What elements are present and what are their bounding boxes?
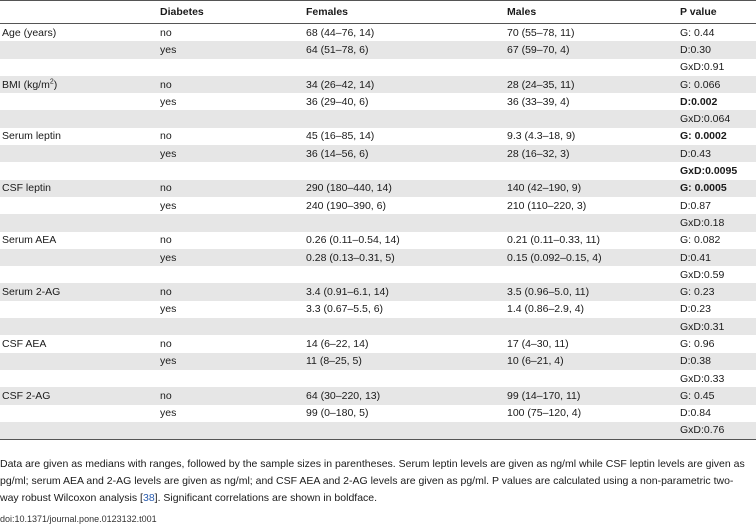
cell-females: 64 (30–220, 13) <box>306 389 381 402</box>
cell-females: 36 (14–56, 6) <box>306 147 369 160</box>
cell-females: 68 (44–76, 14) <box>306 26 375 39</box>
table-row <box>0 249 756 266</box>
table-row <box>0 128 756 145</box>
cell-p: G: 0.44 <box>680 26 715 39</box>
row-label <box>0 128 158 145</box>
table-row <box>0 197 756 214</box>
cell-diabetes: no <box>160 286 172 299</box>
row-label <box>0 370 158 387</box>
cell-diabetes: no <box>160 389 172 402</box>
cell-females <box>304 162 505 179</box>
table-row <box>0 335 756 352</box>
cell-females: 36 (29–40, 6) <box>306 95 369 108</box>
footnote-text-end: ]. Significant correlations are shown in boldface. <box>154 492 378 504</box>
table-body <box>0 24 756 440</box>
table-footnote <box>0 456 752 507</box>
header-females: Females <box>306 6 349 18</box>
row-label <box>0 405 158 422</box>
cell-females: 99 (0–180, 5) <box>306 407 369 420</box>
cell-females: 0.26 (0.11–0.54, 14) <box>306 234 400 247</box>
row-label <box>0 387 158 404</box>
table-row <box>0 59 756 76</box>
row-label <box>0 162 158 179</box>
cell-females: 290 (180–440, 14) <box>306 182 392 195</box>
cell-diabetes: yes <box>160 355 177 368</box>
row-label <box>0 266 158 283</box>
cell-diabetes <box>158 59 304 76</box>
table-row <box>0 76 756 93</box>
row-label <box>0 110 158 127</box>
cell-females: 3.4 (0.91–6.1, 14) <box>306 286 389 299</box>
cell-p: D:0.002 <box>680 95 718 108</box>
cell-females: 3.3 (0.67–5.5, 6) <box>306 303 384 316</box>
row-label-text: CSF 2-AG <box>2 389 51 402</box>
cell-females: 14 (6–22, 14) <box>306 337 369 350</box>
cell-diabetes <box>158 422 304 440</box>
cell-diabetes: yes <box>160 251 177 264</box>
cell-p: G: 0.96 <box>680 337 715 350</box>
cell-males <box>505 266 678 283</box>
table-row <box>0 93 756 110</box>
cell-p: GxD:0.31 <box>680 320 725 333</box>
table-row <box>0 180 756 197</box>
table-row <box>0 283 756 300</box>
cell-p: G: 0.23 <box>680 286 715 299</box>
table-row <box>0 110 756 127</box>
table-header-row <box>0 1 756 24</box>
cell-males: 36 (33–39, 4) <box>507 95 570 108</box>
cell-p: GxD:0.33 <box>680 372 725 385</box>
cell-females <box>304 370 505 387</box>
table-row <box>0 145 756 162</box>
cell-males: 99 (14–170, 11) <box>507 389 581 402</box>
cell-p: GxD:0.91 <box>680 61 725 74</box>
cell-p: D:0.87 <box>680 199 711 212</box>
cell-males: 140 (42–190, 9) <box>507 182 582 195</box>
table-row <box>0 405 756 422</box>
cell-p: D:0.23 <box>680 303 711 316</box>
row-label <box>0 93 158 110</box>
cell-males: 3.5 (0.96–5.0, 11) <box>507 286 590 299</box>
row-label-text: CSF AEA <box>2 337 47 350</box>
cell-p: GxD:0.18 <box>680 216 725 229</box>
cell-diabetes <box>158 266 304 283</box>
cell-males <box>505 162 678 179</box>
cell-males: 10 (6–21, 4) <box>507 355 564 368</box>
cell-diabetes <box>158 318 304 335</box>
cell-males: 67 (59–70, 4) <box>507 43 570 56</box>
cell-p: D:0.84 <box>680 407 711 420</box>
table-row <box>0 387 756 404</box>
row-label <box>0 214 158 231</box>
cell-males: 1.4 (0.86–2.9, 4) <box>507 303 585 316</box>
cell-p: GxD:0.0095 <box>680 165 738 178</box>
cell-females: 240 (190–390, 6) <box>306 199 386 212</box>
row-label-text: Age (years) <box>2 26 57 39</box>
cell-males <box>505 59 678 76</box>
cell-p: G: 0.066 <box>680 78 721 91</box>
cell-p: D:0.41 <box>680 251 711 264</box>
cell-diabetes <box>158 370 304 387</box>
cell-females <box>304 214 505 231</box>
cell-females <box>304 110 505 127</box>
cell-females <box>304 318 505 335</box>
cell-diabetes: yes <box>160 199 177 212</box>
cell-females: 45 (16–85, 14) <box>306 130 375 143</box>
cell-p: G: 0.082 <box>680 234 721 247</box>
row-label <box>0 301 158 318</box>
table-row <box>0 162 756 179</box>
cell-males <box>505 422 678 440</box>
cell-males <box>505 370 678 387</box>
row-label <box>0 422 158 440</box>
row-label <box>0 180 158 197</box>
row-label <box>0 232 158 249</box>
cell-males: 210 (110–220, 3) <box>507 199 587 212</box>
reference-link[interactable]: 38 <box>142 492 155 504</box>
row-label <box>0 41 158 58</box>
table-row <box>0 214 756 231</box>
cell-females: 0.28 (0.13–0.31, 5) <box>306 251 395 264</box>
cell-p: D:0.38 <box>680 355 711 368</box>
row-label <box>0 76 158 93</box>
row-label-superscript: 2 <box>49 78 54 86</box>
row-label <box>0 283 158 300</box>
header-variable <box>0 1 158 24</box>
row-label <box>0 249 158 266</box>
row-label <box>0 145 158 162</box>
header-males: Males <box>507 6 537 18</box>
cell-diabetes: no <box>160 78 172 91</box>
table-row <box>0 353 756 370</box>
table-row <box>0 318 756 335</box>
row-label <box>0 24 158 42</box>
cell-p: G: 0.0005 <box>680 182 727 195</box>
cell-diabetes: no <box>160 234 172 247</box>
cell-diabetes <box>158 162 304 179</box>
cell-males <box>505 110 678 127</box>
row-label-suffix: ) <box>53 78 58 91</box>
cell-diabetes: no <box>160 337 172 350</box>
cell-diabetes <box>158 110 304 127</box>
cell-females: 11 (8–25, 5) <box>306 355 362 368</box>
cell-males <box>505 214 678 231</box>
cell-diabetes: yes <box>160 407 177 420</box>
cell-males: 0.15 (0.092–0.15, 4) <box>507 251 602 264</box>
table-row <box>0 266 756 283</box>
row-label <box>0 197 158 214</box>
footnote-text: Data are given as medians with ranges, followed by the sample sizes in parentheses. Serum leptin levels are given as ng/ml while CSF leptin levels are given as pg/ml; serum AEA and 2-AG levels are given as ng/ml; and CSF AEA and 2-AG levels are given as pg/ml. P values are calculated using a non-parametric two-way robust Wilcoxon analysis [ <box>0 458 745 504</box>
row-label-text: CSF leptin <box>2 182 52 195</box>
doi-label: doi:10.1371/journal.pone.0123132.t001 <box>0 514 157 524</box>
row-label <box>0 318 158 335</box>
cell-males: 70 (55–78, 11) <box>507 26 575 39</box>
cell-females: 34 (26–42, 14) <box>306 78 375 91</box>
cell-p: GxD:0.064 <box>680 113 731 126</box>
cell-males: 0.21 (0.11–0.33, 11) <box>507 234 601 247</box>
header-p-value: P value <box>680 6 717 18</box>
cell-males: 28 (24–35, 11) <box>507 78 575 91</box>
row-label <box>0 59 158 76</box>
cell-diabetes: no <box>160 26 172 39</box>
table-row <box>0 370 756 387</box>
cell-males <box>505 318 678 335</box>
cell-p: D:0.30 <box>680 43 711 56</box>
row-label <box>0 353 158 370</box>
row-label-text: Serum AEA <box>2 234 57 247</box>
table-row <box>0 301 756 318</box>
cell-diabetes <box>158 214 304 231</box>
cell-diabetes: no <box>160 130 172 143</box>
cell-males: 9.3 (4.3–18, 9) <box>507 130 576 143</box>
table-row <box>0 24 756 42</box>
cell-females: 64 (51–78, 6) <box>306 43 369 56</box>
row-label-text: Serum 2-AG <box>2 286 61 299</box>
row-label <box>0 335 158 352</box>
cell-p: D:0.43 <box>680 147 711 160</box>
header-diabetes: Diabetes <box>160 6 204 18</box>
cell-p: G: 0.45 <box>680 389 715 402</box>
table-row <box>0 232 756 249</box>
cell-diabetes: yes <box>160 95 177 108</box>
cell-males: 100 (75–120, 4) <box>507 407 582 420</box>
cell-p: GxD:0.59 <box>680 268 725 281</box>
cell-females <box>304 266 505 283</box>
table-row <box>0 41 756 58</box>
cell-diabetes: yes <box>160 303 177 316</box>
cell-p: G: 0.0002 <box>680 130 727 143</box>
cell-males: 17 (4–30, 11) <box>507 337 569 350</box>
cell-females <box>304 422 505 440</box>
row-label-text: Serum leptin <box>2 130 61 143</box>
row-label-text: BMI (kg/m <box>2 78 50 91</box>
cell-females <box>304 59 505 76</box>
cell-diabetes: yes <box>160 43 177 56</box>
cell-p: GxD:0.76 <box>680 424 725 437</box>
table-row <box>0 422 756 440</box>
cell-diabetes: yes <box>160 147 177 160</box>
cell-males: 28 (16–32, 3) <box>507 147 570 160</box>
cell-diabetes: no <box>160 182 172 195</box>
